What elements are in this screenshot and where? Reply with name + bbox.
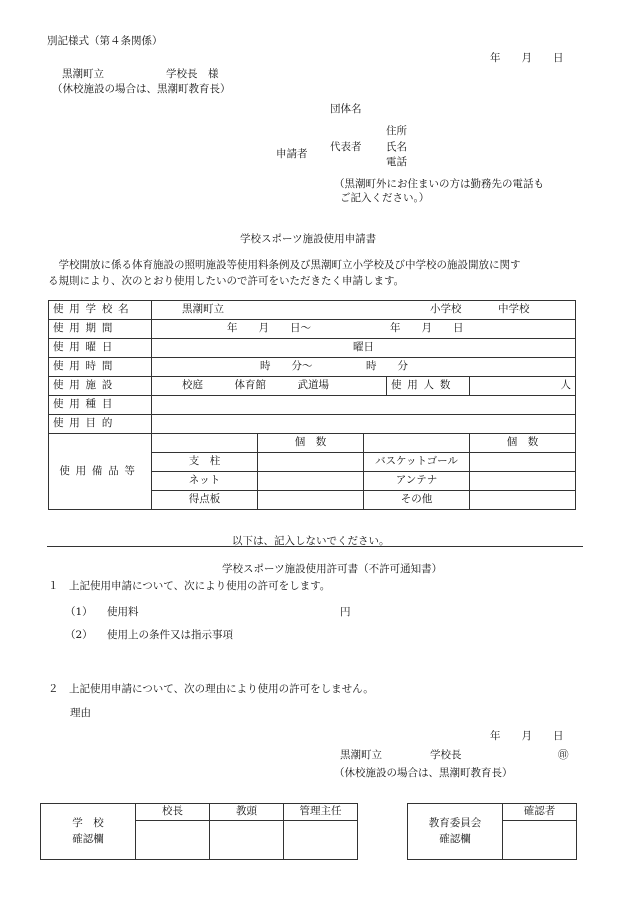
people-unit[interactable]: 人 [470, 377, 576, 396]
name-label: 氏名 [386, 141, 407, 153]
permit-item-2: ２ 上記使用申請について、次の理由により使用の許可をしません。 [48, 683, 374, 695]
school-elem: 小学校 [430, 303, 462, 315]
addressee-title: 学校長 様 [166, 68, 219, 80]
equip-header-blank-right [364, 434, 470, 453]
equip-left-2-count[interactable] [258, 472, 364, 491]
board-confirm-line1: 教育委員会 [428, 816, 482, 829]
issuer-note: （休校施設の場合は、黒潮町教育長） [334, 767, 513, 779]
school-junior: 中学校 [498, 303, 530, 315]
confirmer-stamp[interactable] [503, 821, 577, 860]
vice-stamp[interactable] [210, 821, 284, 860]
sub2-label: 使用上の条件又は指示事項 [107, 629, 233, 641]
permit-title: 学校スポーツ施設使用許可書（不許可通知書） [222, 563, 443, 575]
date-line: 年 月 日 [490, 52, 564, 64]
time-from: 時 分～ [260, 360, 313, 372]
equip-right-3-count[interactable] [470, 491, 576, 510]
group-label: 団体名 [330, 103, 362, 115]
period-from: 年 月 日～ [227, 322, 311, 334]
school-confirm-line2: 確認欄 [72, 832, 104, 845]
day-label: 使用曜日 [49, 339, 152, 358]
phone-note-2: ご記入ください。） [340, 192, 430, 204]
school-value[interactable] [152, 301, 576, 320]
equipment-label: 使用備品等 [49, 434, 152, 510]
application-title: 学校スポーツ施設使用申請書 [240, 233, 377, 245]
divider-rule [47, 546, 583, 547]
table-row [49, 358, 576, 377]
facility-options[interactable]: 校庭 体育館 武道場 [152, 377, 387, 396]
time-to: 時 分 [366, 360, 408, 372]
permit-item-1: １ 上記使用申請について、次により使用の許可をします。 [48, 580, 331, 592]
manager-header: 管理主任 [284, 804, 358, 821]
sub2-num: （2） [65, 629, 93, 641]
addressee-town: 黒潮町立 [62, 68, 104, 80]
purpose-value[interactable] [152, 415, 576, 434]
table-row [49, 396, 576, 415]
sub1-unit: 円 [340, 606, 351, 618]
count-header-right: 個 数 [470, 434, 576, 453]
equip-right-2-count[interactable] [470, 472, 576, 491]
intro-line-2: る規則により、次のとおり使用したいので許可をいただきたく申請します。 [48, 275, 405, 287]
equip-left-1: 支 柱 [152, 453, 258, 472]
reason-label: 理由 [70, 707, 91, 719]
time-value[interactable] [152, 358, 576, 377]
type-value[interactable] [152, 396, 576, 415]
equip-left-2: ネット [152, 472, 258, 491]
school-confirm-box [40, 803, 358, 860]
equip-right-3: その他 [364, 491, 470, 510]
period-label: 使用期間 [49, 320, 152, 339]
confirmer-header: 確認者 [503, 804, 577, 821]
time-label: 使用時間 [49, 358, 152, 377]
school-town: 黒潮町立 [182, 303, 224, 316]
people-label: 使用人数 [387, 377, 470, 396]
board-confirm-label [408, 804, 503, 860]
table-row [49, 377, 576, 396]
school-label: 使用学校名 [49, 301, 152, 320]
day-value[interactable]: 曜日 [152, 339, 576, 358]
manager-stamp[interactable] [284, 821, 358, 860]
intro-line-1: 学校開放に係る体育施設の照明施設等使用料条例及び黒潮町立小学校及び中学校の施設開放に関す [48, 259, 521, 271]
school-confirm-line1: 学 校 [72, 816, 104, 829]
school-confirm-label [41, 804, 136, 860]
type-label: 使用種目 [49, 396, 152, 415]
table-row [49, 339, 576, 358]
sub1-label: 使用料 [107, 606, 139, 618]
purpose-label: 使用目的 [49, 415, 152, 434]
equip-left-1-count[interactable] [258, 453, 364, 472]
sub1-num: （1） [65, 606, 93, 618]
table-row [49, 415, 576, 434]
seal-mark: ㊞ [558, 749, 569, 761]
phone-note-1: （黒潮町外にお住まいの方は勤務先の電話も [334, 178, 544, 190]
principal-stamp[interactable] [136, 821, 210, 860]
period-value[interactable] [152, 320, 576, 339]
facility-label: 使用施設 [49, 377, 152, 396]
equip-left-3-count[interactable] [258, 491, 364, 510]
equip-left-3: 得点板 [152, 491, 258, 510]
form-number: 別記様式（第４条関係） [47, 35, 163, 47]
table-row [49, 434, 576, 453]
board-confirm-box [407, 803, 577, 860]
table-row [49, 301, 576, 320]
rep-label: 代表者 [330, 141, 362, 153]
equip-right-1: バスケットゴール [364, 453, 470, 472]
applicant-label: 申請者 [276, 148, 308, 160]
principal-header: 校長 [136, 804, 210, 821]
application-table [48, 300, 576, 510]
table-row [49, 320, 576, 339]
phone-label: 電話 [386, 156, 407, 168]
permit-date-line: 年 月 日 [490, 730, 564, 742]
equip-header-blank [152, 434, 258, 453]
board-confirm-line2: 確認欄 [439, 832, 471, 845]
count-header-left: 個 数 [258, 434, 364, 453]
equip-right-2: アンテナ [364, 472, 470, 491]
divider-note: 以下は、記入しないでください。 [232, 535, 390, 547]
issuer-town: 黒潮町立 [340, 749, 382, 761]
equip-right-1-count[interactable] [470, 453, 576, 472]
addressee-note: （休校施設の場合は、黒潮町教育長） [52, 83, 231, 95]
address-label: 住所 [386, 125, 407, 137]
issuer-title: 学校長 [430, 749, 462, 761]
vice-header: 教頭 [210, 804, 284, 821]
period-to: 年 月 日 [390, 322, 464, 334]
